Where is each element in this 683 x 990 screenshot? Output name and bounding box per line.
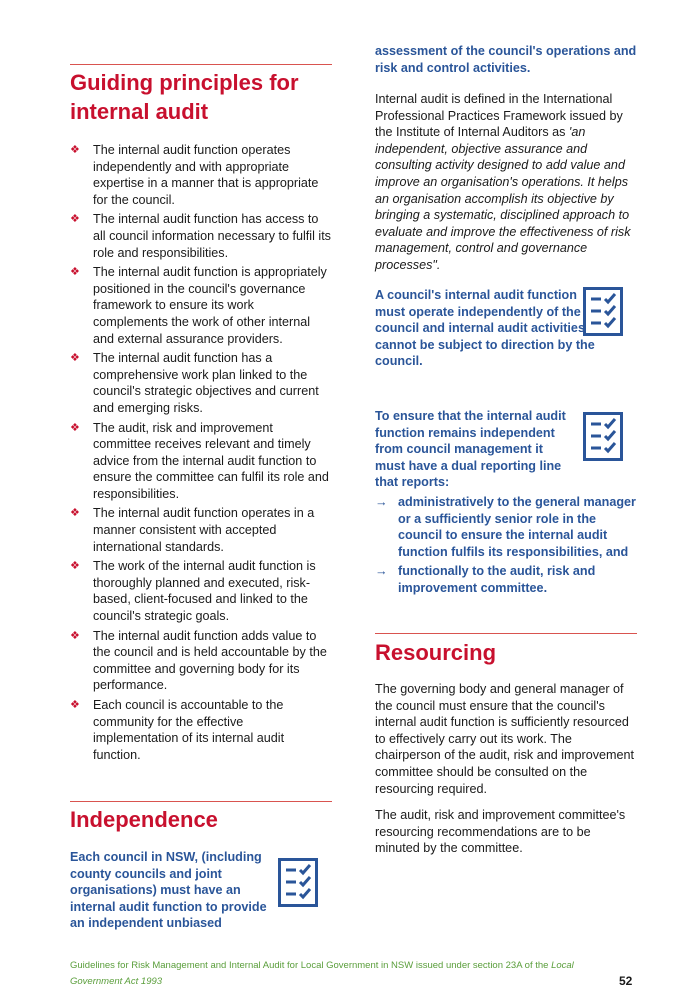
bullet-icon: ❖ xyxy=(70,507,80,520)
independence-operate-callout: A council's internal audit function must operate independently of the council and internal audit activities cannot be subject to direction by the council. xyxy=(375,288,595,369)
section-divider xyxy=(375,633,637,634)
dual-reporting-callout: To ensure that the internal audit function remains independent from council management it must have a dual reporting line that reports: xyxy=(375,409,566,490)
list-item: → administratively to the general manager or a sufficiently senior role in the council to ensure the internal audit function fulfils its responsibilities, and xyxy=(375,495,636,559)
list-item: ❖ Each council is accountable to the community for the effective implementation of its internal audit function. xyxy=(70,698,285,762)
checklist-icon xyxy=(583,412,623,461)
list-item: → functionally to the audit, risk and improvement committee. xyxy=(375,564,596,595)
page-number: 52 xyxy=(619,974,633,988)
list-item: ❖ The audit, risk and improvement committee receives relevant and timely advice from the internal audit function to ensure the committee can fulfil its role and responsibilities. xyxy=(70,420,329,501)
list-item: ❖ The internal audit function operates independently and with appropriate expertise in a manner that is appropriate for the council. xyxy=(70,143,319,207)
list-item: ❖ The internal audit function adds value to the council and is held accountable by the committee and governing body for its performance. xyxy=(70,628,327,693)
section-divider xyxy=(70,801,332,802)
bullet-icon: ❖ xyxy=(70,266,80,279)
list-item: ❖ The internal audit function has access to all council information necessary to fulfil its role and responsibilities. xyxy=(70,212,331,260)
guiding-principles-heading: Guiding principles for internal audit xyxy=(70,70,299,124)
definition-paragraph: Internal audit is defined in the International Professional Practices Framework issued by the Institute of Internal Auditors as 'an independent, objective assurance and consulting activity designed to add value and improve an organisation's operations. It helps an organisation accomplish its objective by bringing a systematic, disciplined approach to evaluate and improve the effectiveness of risk management, control and governance processes". xyxy=(375,92,631,272)
resourcing-paragraph-2: The audit, risk and improvement committee's resourcing recommendations are to be minuted by the committee. xyxy=(375,808,626,856)
independence-heading: Independence xyxy=(70,807,218,832)
reporting-lines-list xyxy=(375,494,637,600)
arrow-icon: → xyxy=(375,564,388,579)
arrow-icon: → xyxy=(375,495,388,509)
footer-text: Guidelines for Risk Management and Internal Audit for Local Government in NSW issued under section 23A of the Local Government Act 1993 xyxy=(70,960,574,987)
bullet-icon: ❖ xyxy=(70,421,80,434)
list-item: ❖ The work of the internal audit function is thoroughly planned and executed, risk-based, client-focused and linked to the council's strategic goals. xyxy=(70,559,316,624)
checklist-icon xyxy=(583,287,623,336)
resourcing-paragraph: The governing body and general manager of the council must ensure that the council's internal audit function is sufficiently resourced to effectively carry out its work. The chairperson of the audit, risk and improvement committee should be consulted on the resourcing required. xyxy=(375,682,635,796)
bullet-icon: ❖ xyxy=(70,560,80,573)
bullet-icon: ❖ xyxy=(70,699,80,711)
checklist-icon xyxy=(278,858,318,907)
resourcing-heading: Resourcing xyxy=(375,640,497,665)
guiding-principles-list xyxy=(70,142,332,766)
continued-callout: assessment of the council's operations and risk and control activities. xyxy=(375,44,637,75)
bullet-icon: ❖ xyxy=(70,144,80,156)
independence-callout: Each council in NSW, (including county councils and joint organisations) must have an internal audit function to provide an independent unbiased xyxy=(70,850,267,931)
section-divider xyxy=(70,64,332,65)
list-item: ❖ The internal audit function operates in a manner consistent with accepted international standards. xyxy=(70,506,315,554)
list-item: ❖ The internal audit function has a comprehensive work plan linked to the council's strategic objectives and current and emerging risks. xyxy=(70,351,319,415)
bullet-icon: ❖ xyxy=(70,629,80,642)
bullet-icon: ❖ xyxy=(70,352,80,365)
bullet-icon: ❖ xyxy=(70,213,80,226)
list-item: ❖ The internal audit function is appropriately positioned in the council's governance framework to ensure its work complements the work of other internal and external assurance providers. xyxy=(70,265,327,346)
